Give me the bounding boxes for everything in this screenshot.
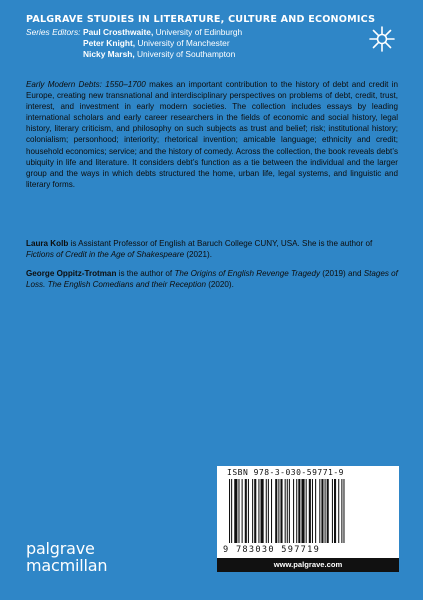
barcode-bar xyxy=(338,479,339,543)
barcode-bar xyxy=(325,479,326,543)
bio-text: (2019) and xyxy=(320,269,364,278)
barcode-bar xyxy=(248,479,249,543)
barcode-bar xyxy=(293,479,294,543)
barcode-bar xyxy=(285,479,286,543)
barcode-bar xyxy=(289,479,290,543)
work-title: Stages of Loss. The English Comedians and their Reception xyxy=(26,269,398,290)
barcode-bar xyxy=(280,479,282,543)
work-title: Fictions of Credit in the Age of Shakespeare xyxy=(26,250,185,260)
barcode-bar xyxy=(332,479,333,543)
editor-entry xyxy=(83,49,235,60)
editor-entry xyxy=(83,27,242,38)
barcode-bar xyxy=(261,479,264,543)
author-bio xyxy=(26,238,398,260)
editor-name: Peter Knight, xyxy=(83,38,136,48)
barcode-panel xyxy=(217,466,399,572)
barcode-bar xyxy=(268,479,269,543)
barcode-bar xyxy=(266,479,267,543)
publisher-logo-line2: macmillan xyxy=(26,556,108,575)
bio-text: (2020). xyxy=(205,280,234,290)
barcode-bar xyxy=(271,479,272,543)
barcode-bar xyxy=(301,479,304,543)
author-bio xyxy=(26,268,398,290)
springer-star-icon xyxy=(368,25,396,53)
barcode-bar xyxy=(254,479,256,543)
series-editors-label: Series Editors: xyxy=(26,27,81,37)
isbn-label: ISBN 978-3-030-59771-9 xyxy=(227,468,344,477)
work-title: The Origins of English Revenge Tragedy xyxy=(174,269,321,278)
barcode-bar xyxy=(306,479,307,543)
book-title: Early Modern Debts: 1550–1700 xyxy=(26,80,146,89)
bio-text: is the author of xyxy=(116,269,175,278)
barcode-bar xyxy=(258,479,259,543)
barcode-bar xyxy=(343,479,344,543)
barcode-bar xyxy=(309,479,311,543)
barcode-bar xyxy=(319,479,320,543)
barcode-bar xyxy=(275,479,277,543)
barcode-bar xyxy=(242,479,243,543)
barcode-bar xyxy=(327,479,329,543)
barcode-bar xyxy=(287,479,288,543)
bio-text: (2021). xyxy=(184,250,212,260)
barcode-bar xyxy=(252,479,253,543)
barcode-bar xyxy=(245,479,247,543)
editor-name: Nicky Marsh, xyxy=(83,49,135,59)
barcode-bar xyxy=(296,479,297,543)
barcode-bar xyxy=(334,479,336,543)
editor-affiliation: University of Southampton xyxy=(137,49,236,59)
barcode-bar xyxy=(341,479,342,543)
barcode-bar xyxy=(234,479,237,543)
barcode-bar xyxy=(321,479,323,543)
barcode-bar xyxy=(315,479,316,543)
bio-text: is Assistant Professor of English at Baruch College CUNY, USA. She is the author of xyxy=(68,239,373,248)
editor-affiliation: University of Manchester xyxy=(137,38,230,48)
barcode-bar xyxy=(312,479,313,543)
author-name: George Oppitz-Trotman xyxy=(26,269,117,278)
editor-name: Paul Crosthwaite, xyxy=(83,27,154,37)
description-text: makes an important contribution to the history of debt and credit in Europe, creating new transnational and interdisciplinary perspectives on problems of debt, credit, trust, interest, and investment in early modern societies. The collection includes essays by leading international scholars and early career researchers in the fields of economic and social history, legal history, literary criticism, and philosophy on such subjects as trust and belief; risk; institutional history; colonialism; personhood; interiority; rhetorical invention; amicable language; ethnicity and credit; household economics; service; and the history of comedy. Across the collection, the book reveals debt’s ubiquity in life and literature. It considers debt’s function as a tie between the individual and the larger group and the ways in which debts structured the home, urban life, legal systems, and linguistic and literary forms. xyxy=(26,80,398,189)
barcode-bar xyxy=(231,479,232,543)
barcode xyxy=(227,479,391,543)
publisher-logo-line1: palgrave xyxy=(26,539,95,558)
author-name: Laura Kolb xyxy=(26,239,69,248)
publisher-url: www.palgrave.com xyxy=(217,558,399,572)
barcode-bar xyxy=(238,479,239,543)
publisher-logo xyxy=(26,540,107,574)
series-title: PALGRAVE STUDIES IN LITERATURE, CULTURE AND ECONOMICS xyxy=(26,14,376,25)
barcode-digits: 9 783030 597719 xyxy=(223,545,321,555)
editor-entry xyxy=(83,38,230,49)
barcode-bar xyxy=(278,479,279,543)
barcode-bar xyxy=(298,479,300,543)
book-description xyxy=(26,79,398,190)
editor-affiliation: University of Edinburgh xyxy=(155,27,243,37)
barcode-bar xyxy=(229,479,230,543)
